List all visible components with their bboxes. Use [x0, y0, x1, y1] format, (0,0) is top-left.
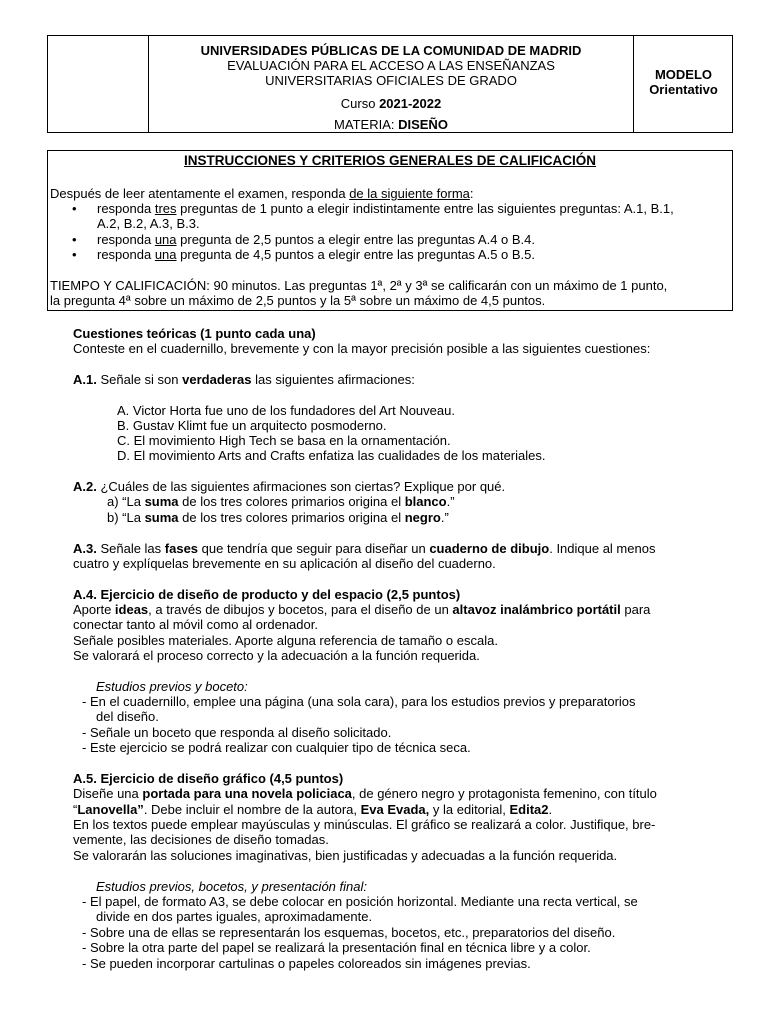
a4-item-2: - Señale un boceto que responda al diseño solicitado.: [82, 725, 392, 740]
a5-subtitle: Estudios previos, bocetos, y presentación final:: [96, 879, 367, 894]
instructions-intro: Después de leer atentamente el examen, responda de la siguiente forma:: [50, 186, 474, 201]
a1-item-b: B. Gustav Klimt fue un arquitecto posmoderno.: [117, 418, 387, 433]
a4-title: A.4. Ejercicio de diseño de producto y del espacio (2,5 puntos): [73, 587, 461, 602]
a4-item-1-cont: del diseño.: [96, 709, 159, 724]
header-materia: MATERIA: DISEÑO: [334, 117, 448, 132]
a5-title: A.5. Ejercicio de diseño gráfico (4,5 puntos): [73, 771, 344, 786]
instructions-tiempo-1: TIEMPO Y CALIFICACIÓN: 90 minutos. Las preguntas 1ª, 2ª y 3ª se calificarán con un máximo de 1 punto,: [50, 278, 668, 293]
teoricas-title: Cuestiones teóricas (1 punto cada una): [73, 326, 316, 341]
a5-para-2: “Lanovella”. Debe incluir el nombre de la autora, Eva Evada, y la editorial, Edita2.: [73, 802, 553, 817]
bullet-icon: •: [72, 201, 77, 216]
a5-item-1: - El papel, de formato A3, se debe colocar en posición horizontal. Mediante una recta vertical, se: [82, 894, 638, 909]
a5-item-4: - Se pueden incorporar cartulinas o papeles coloreados sin imágenes previas.: [82, 956, 531, 971]
a4-para-4: Se valorará el proceso correcto y la adecuación a la función requerida.: [73, 648, 480, 663]
modelo-label: MODELO: [654, 67, 713, 82]
a5-item-2: - Sobre una de ellas se representarán los esquemas, bocetos, etc., preparatorios del diseño.: [82, 925, 616, 940]
header-logo-cell: [48, 36, 149, 132]
a5-para-1: Diseñe una portada para una novela policiaca, de género negro y protagonista femenino, con título: [73, 786, 657, 801]
header-evaluation: EVALUACIÓN PARA EL ACCESO A LAS ENSEÑANZAS: [227, 58, 555, 73]
header-universitarias: UNIVERSITARIAS OFICIALES DE GRADO: [265, 73, 517, 88]
a5-item-1-cont: divide en dos partes iguales, aproximadamente.: [96, 909, 373, 924]
a3-question-cont: cuatro y explíquelas brevemente en su aplicación al diseño del cuaderno.: [73, 556, 496, 571]
a4-subtitle: Estudios previos y boceto:: [96, 679, 248, 694]
a2-option-a: a) “La suma de los tres colores primarios origina el blanco.”: [107, 494, 455, 509]
a4-para-1: Aporte ideas, a través de dibujos y bocetos, para el diseño de un altavoz inalámbrico portátil para: [73, 602, 651, 617]
a4-item-1: - En el cuadernillo, emplee una página (una sola cara), para los estudios previos y preparatorios: [82, 694, 636, 709]
a4-para-2: conectar tanto al móvil como al ordenador.: [73, 617, 318, 632]
a2-option-b: b) “La suma de los tres colores primarios origina el negro.”: [107, 510, 449, 525]
header-curso: Curso 2021-2022: [340, 96, 442, 111]
instructions-title: INSTRUCCIONES Y CRITERIOS GENERALES DE CALIFICACIÓN: [183, 153, 597, 168]
header-modelo-cell: [633, 36, 733, 132]
header-university: UNIVERSIDADES PÚBLICAS DE LA COMUNIDAD DE MADRID: [200, 43, 582, 58]
orientativo-label: Orientativo: [649, 82, 718, 97]
bullet-icon: •: [72, 247, 77, 262]
header-title-cell: [149, 36, 633, 132]
a5-item-3: - Sobre la otra parte del papel se realizará la presentación final en técnica libre y a color.: [82, 940, 591, 955]
a2-question: A.2. ¿Cuáles de las siguientes afirmaciones son ciertas? Explique por qué.: [73, 479, 506, 494]
a1-item-d: D. El movimiento Arts and Crafts enfatiza las cualidades de los materiales.: [117, 448, 546, 463]
bullet-icon: •: [72, 232, 77, 247]
a5-para-4: vemente, las decisiones de diseño tomadas.: [73, 832, 329, 847]
header-table: [47, 35, 733, 133]
a4-item-3: - Este ejercicio se podrá realizar con cualquier tipo de técnica seca.: [82, 740, 471, 755]
a1-item-a: A. Victor Horta fue uno de los fundadores del Art Nouveau.: [117, 403, 455, 418]
instructions-tiempo-2: la pregunta 4ª sobre un máximo de 2,5 puntos y la 5ª sobre un máximo de 4,5 puntos.: [50, 293, 546, 308]
a3-question: A.3. Señale las fases que tendría que seguir para diseñar un cuaderno de dibujo. Indique al menos: [73, 541, 656, 556]
teoricas-intro: Conteste en el cuadernillo, brevemente y con la mayor precisión posible a las siguientes cuestiones:: [73, 341, 651, 356]
a4-para-3: Señale posibles materiales. Aporte alguna referencia de tamaño o escala.: [73, 633, 498, 648]
instructions-box: INSTRUCCIONES Y CRITERIOS GENERALES DE CALIFICACIÓN Después de leer atentamente el examen, responda de la siguiente forma: • responda tres preguntas de 1 punto a elegir indistintamente entre las siguientes preguntas: A.1, B.1, A.2, B.2, A.3, B.3. • responda una pregunta de 2,5 puntos a elegir entre las preguntas A.4 o B.4. • responda una pregunta de 4,5 puntos a elegir entre las preguntas A.5 o B.5. TIEMPO Y CALIFICACIÓN: 90 minutos. Las preguntas 1ª, 2ª y 3ª se calificarán con un máximo de 1 punto, la pregunta 4ª sobre un máximo de 2,5 puntos y la 5ª sobre un máximo de 4,5 puntos.: [47, 150, 733, 311]
a1-question: A.1. Señale si son verdaderas las siguientes afirmaciones:: [73, 372, 415, 387]
a5-para-5: Se valorarán las soluciones imaginativas, bien justificadas y adecuadas a la función requerida.: [73, 848, 618, 863]
a5-para-3: En los textos puede emplear mayúsculas y minúsculas. El gráfico se realizará a color. Justifique, bre-: [73, 817, 656, 832]
a1-item-c: C. El movimiento High Tech se basa en la ornamentación.: [117, 433, 451, 448]
